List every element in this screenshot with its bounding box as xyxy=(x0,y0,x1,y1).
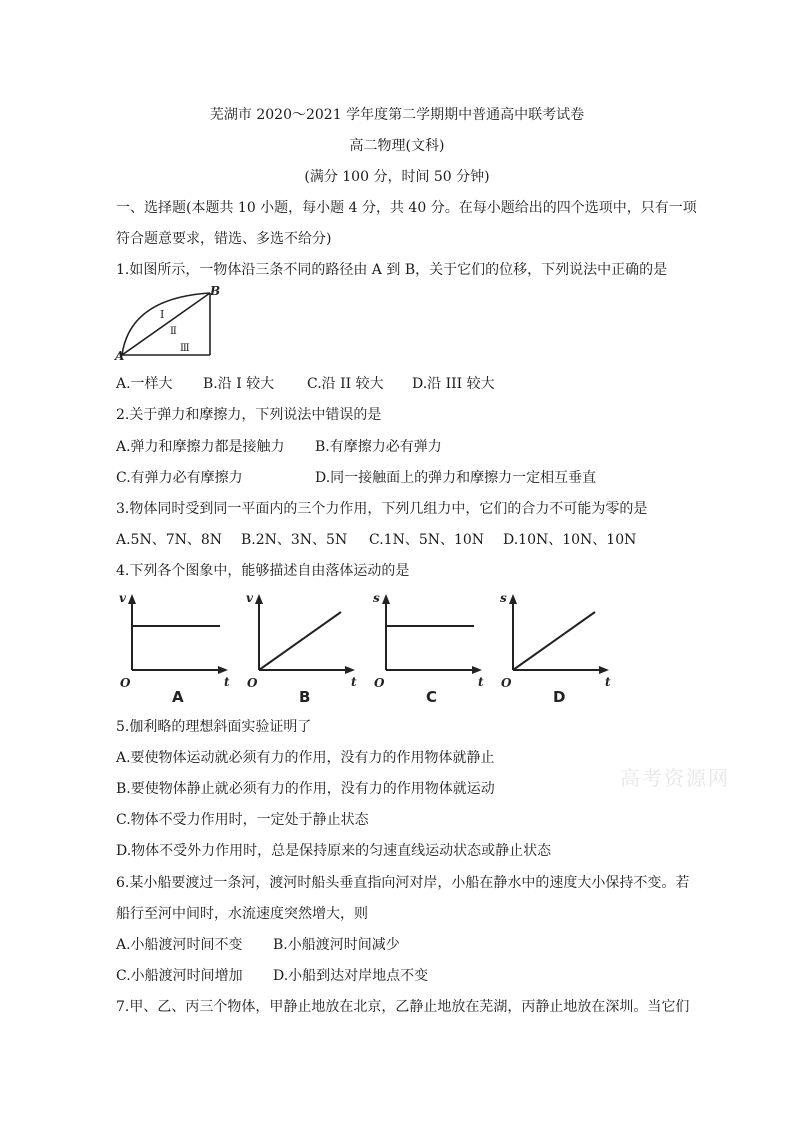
section-heading-line2: 符合题意要求，错选、多选不给分) xyxy=(116,231,332,247)
q5-option-c: C.物体不受力作用时，一定处于静止状态 xyxy=(116,812,369,828)
graph-caption: B xyxy=(299,688,311,706)
q6-option-a: A.小船渡河时间不变 xyxy=(116,937,243,953)
graph-caption: A xyxy=(172,688,184,706)
graph-line xyxy=(513,612,595,670)
point-a-label: A xyxy=(115,349,125,362)
q6-option-c: C.小船渡河时间增加 xyxy=(116,968,243,984)
point-b-label: B xyxy=(210,284,221,298)
graph-caption: C xyxy=(426,688,438,706)
q3-stem: 3.物体同时受到同一平面内的三个力作用，下列几组力中，它们的合力不可能为零的是 xyxy=(116,501,648,517)
q1-option-a: A.一样大 xyxy=(116,376,173,392)
x-axis-arrow xyxy=(345,666,355,674)
q1-option-b: B.沿 I 较大 xyxy=(203,376,275,392)
q7-stem-line1: 7.甲、乙、丙三个物体，甲静止地放在北京，乙静止地放在芜湖，丙静止地放在深圳。当它们 xyxy=(116,999,690,1015)
path-iii-label: Ⅲ xyxy=(180,343,190,354)
q4-graph-c xyxy=(370,588,490,706)
y-axis-arrow xyxy=(382,594,390,604)
exam-title: 芜湖市 2020～2021 学年度第二学期期中普通高中联考试卷 xyxy=(209,107,585,123)
x-axis-label: t xyxy=(224,675,230,689)
path-i-label: Ⅰ xyxy=(160,308,165,321)
q5-option-a: A.要使物体运动就必须有力的作用，没有力的作用物体就静止 xyxy=(116,750,495,766)
q5-option-b: B.要使物体静止就必须有力的作用，没有力的作用物体就运动 xyxy=(116,781,495,797)
y-axis-label: v xyxy=(246,591,253,605)
x-axis-arrow xyxy=(218,666,228,674)
x-axis-arrow xyxy=(472,666,482,674)
exam-subject: 高二物理(文科) xyxy=(349,138,445,154)
y-axis-label: v xyxy=(119,591,126,605)
x-axis-label: t xyxy=(478,675,484,689)
q1-stem: 1.如图所示，一物体沿三条不同的路径由 A 到 B，关于它们的位移，下列说法中正确的是 xyxy=(116,262,668,278)
origin-label: O xyxy=(247,676,258,690)
origin-label: O xyxy=(120,676,131,690)
origin-label: O xyxy=(501,676,512,690)
y-axis-label: s xyxy=(373,591,380,605)
q3-option-b: B.2N、3N、5N xyxy=(241,532,348,548)
q2-option-c: C.有弹力必有摩擦力 xyxy=(116,470,243,486)
q5-stem: 5.伽利略的理想斜面实验证明了 xyxy=(116,719,312,735)
section-heading-line1: 一、选择题(本题共 10 小题，每小题 4 分，共 40 分。在每小题给出的四个选项中，只有一项 xyxy=(116,200,697,216)
origin-label: O xyxy=(374,676,385,690)
path-ii-label: Ⅱ xyxy=(170,326,177,337)
q4-graph-a xyxy=(116,588,236,706)
x-axis-arrow xyxy=(599,666,609,674)
q1-option-d: D.沿 III 较大 xyxy=(412,376,495,392)
q3-option-c: C.1N、5N、10N xyxy=(369,532,485,548)
y-axis-arrow xyxy=(128,594,136,604)
q6-stem-line1: 6.某小船要渡过一条河，渡河时船头垂直指向河对岸，小船在静水中的速度大小保持不变。若 xyxy=(116,875,690,891)
exam-info: (满分 100 分，时间 50 分钟) xyxy=(304,169,490,185)
y-axis-label: s xyxy=(500,591,507,605)
q4-stem: 4.下列各个图象中，能够描述自由落体运动的是 xyxy=(116,563,410,579)
y-axis-arrow xyxy=(509,594,517,604)
q2-option-a: A.弹力和摩擦力都是接触力 xyxy=(116,439,285,455)
q4-graph-b xyxy=(243,588,363,706)
q2-stem: 2.关于弹力和摩擦力，下列说法中错误的是 xyxy=(116,407,382,423)
q2-option-b: B.有摩擦力必有弹力 xyxy=(315,439,442,455)
q3-option-d: D.10N、10N、10N xyxy=(503,532,637,548)
x-axis-label: t xyxy=(605,675,611,689)
q4-graph-d xyxy=(497,588,617,706)
q2-option-d: D.同一接触面上的弹力和摩擦力一定相互垂直 xyxy=(315,470,597,486)
q1-path-figure xyxy=(114,284,224,362)
q6-option-d: D.小船到达对岸地点不变 xyxy=(273,968,429,984)
x-axis-label: t xyxy=(351,675,357,689)
q5-option-d: D.物体不受外力作用时，总是保持原来的匀速直线运动状态或静止状态 xyxy=(116,843,552,859)
graph-line xyxy=(259,612,341,670)
watermark: 高考资源网 xyxy=(620,766,730,790)
graph-caption: D xyxy=(553,688,566,706)
q6-option-b: B.小船渡河时间减少 xyxy=(273,937,400,953)
y-axis-arrow xyxy=(255,594,263,604)
q1-option-c: C.沿 II 较大 xyxy=(307,376,384,392)
q3-option-a: A.5N、7N、8N xyxy=(116,532,223,548)
q6-stem-line2: 船行至河中间时，水流速度突然增大，则 xyxy=(116,906,368,922)
